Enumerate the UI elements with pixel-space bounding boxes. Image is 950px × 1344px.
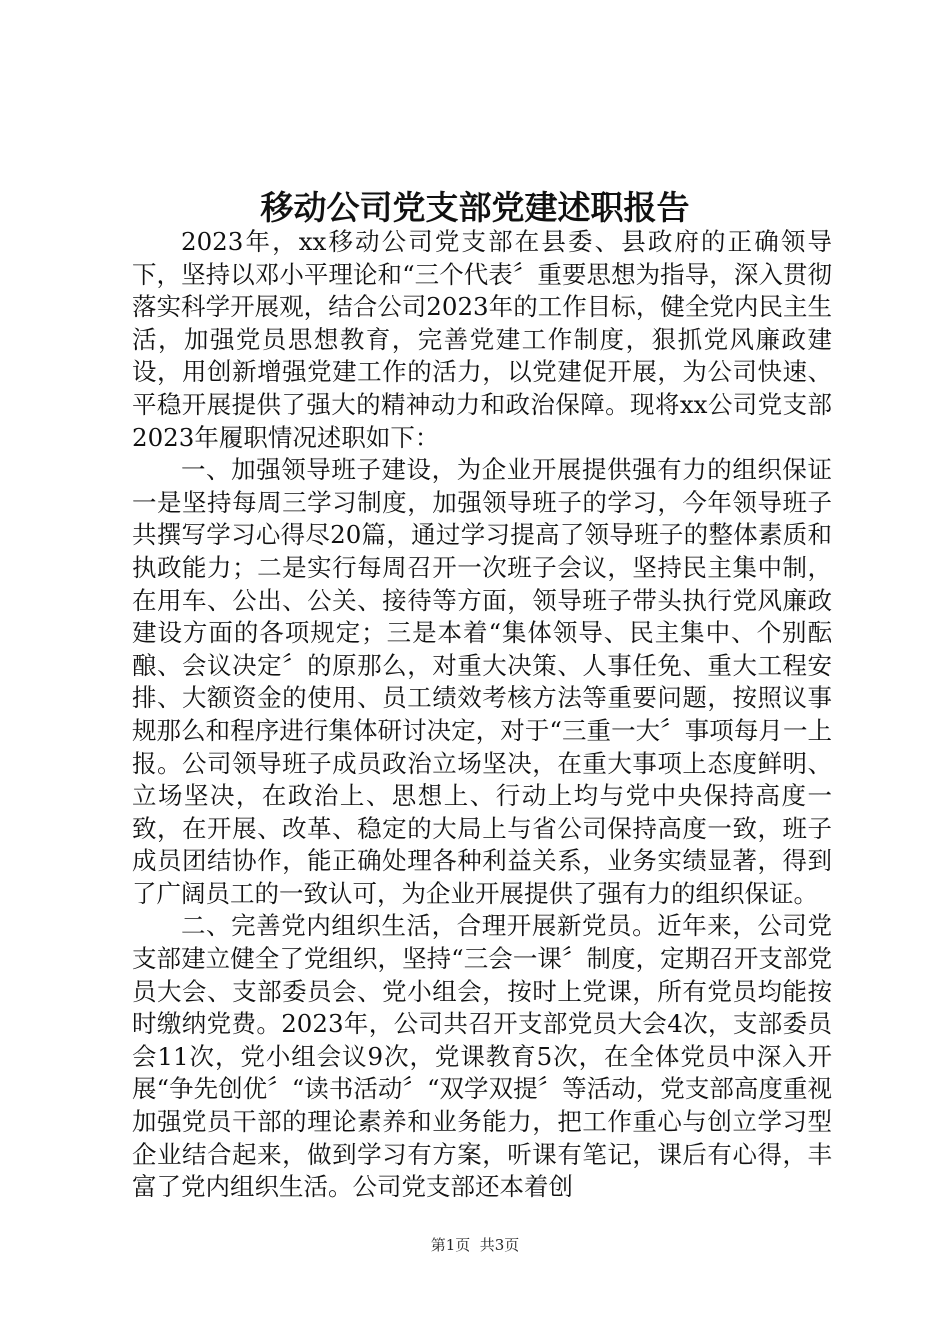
page-number: 第1页 共3页 (430, 1236, 520, 1254)
paragraph-intro: 2023年，xx移动公司党支部在县委、县政府的正确领导下，坚持以邓小平理论和“三个代表〞重要思想为指导，深入贯彻落实科学开展观，结合公司2023年的工作目标，健全党内民主生活，加强党员思想教育，完善党建工作制度，狠抓党风廉政建设，用创新增强党建工作的活力，以党建促开展，为公司快速、平稳开展提供了强大的精神动力和政治保障。现将xx公司党支部2023年履职情况述职如下： (132, 227, 832, 452)
page-footer (0, 1235, 950, 1255)
document-title: 移动公司党支部党建述职报告 (260, 188, 690, 227)
paragraph-section-1: 一、加强领导班子建设，为企业开展提供强有力的组织保证一是坚持每周三学习制度，加强领导班子的学习，今年领导班子共撰写学习心得尽20篇，通过学习提高了领导班子的整体素质和执政能力；二是实行每周召开一次班子会议，坚持民主集中制，在用车、公出、公关、接待等方面，领导班子带头执行党风廉政建设方面的各项规定；三是本着“集体领导、民主集中、个别酝酿、会议决定〞的原那么，对重大决策、人事任免、重大工程安排、大额资金的使用、员工绩效考核方法等重要问题，按照议事规那么和程序进行集体研讨决定，对于“三重一大〞事项每月一上报。公司领导班子成员政治立场坚决，在重大事项上态度鲜明、立场坚决，在政治上、思想上、行动上均与党中央保持高度一致，在开展、改革、稳定的大局上与省公司保持高度一致，班子成员团结协作，能正确处理各种利益关系，业务实绩显著，得到了广阔员工的一致认可，为企业开展提供了强有力的组织保证。 (132, 455, 832, 908)
paragraph-section-2: 二、完善党内组织生活，合理开展新党员。近年来，公司党支部建立健全了党组织，坚持“三会一课〞制度，定期召开支部党员大会、支部委员会、党小组会，按时上党课，所有党员均能按时缴纳党费。2023年，公司共召开支部党员大会4次，支部委员会11次，党小组会议9次，党课教育5次，在全体党员中深入开展“争先创优〞“读书活动〞“双学双提〞等活动，党支部高度重视加强党员干部的理论素养和业务能力，把工作重心与创立学习型企业结合起来，做到学习有方案，听课有笔记，课后有心得，丰富了党内组织生活。公司党支部还本着创 (132, 911, 832, 1202)
document-body (132, 226, 832, 1204)
